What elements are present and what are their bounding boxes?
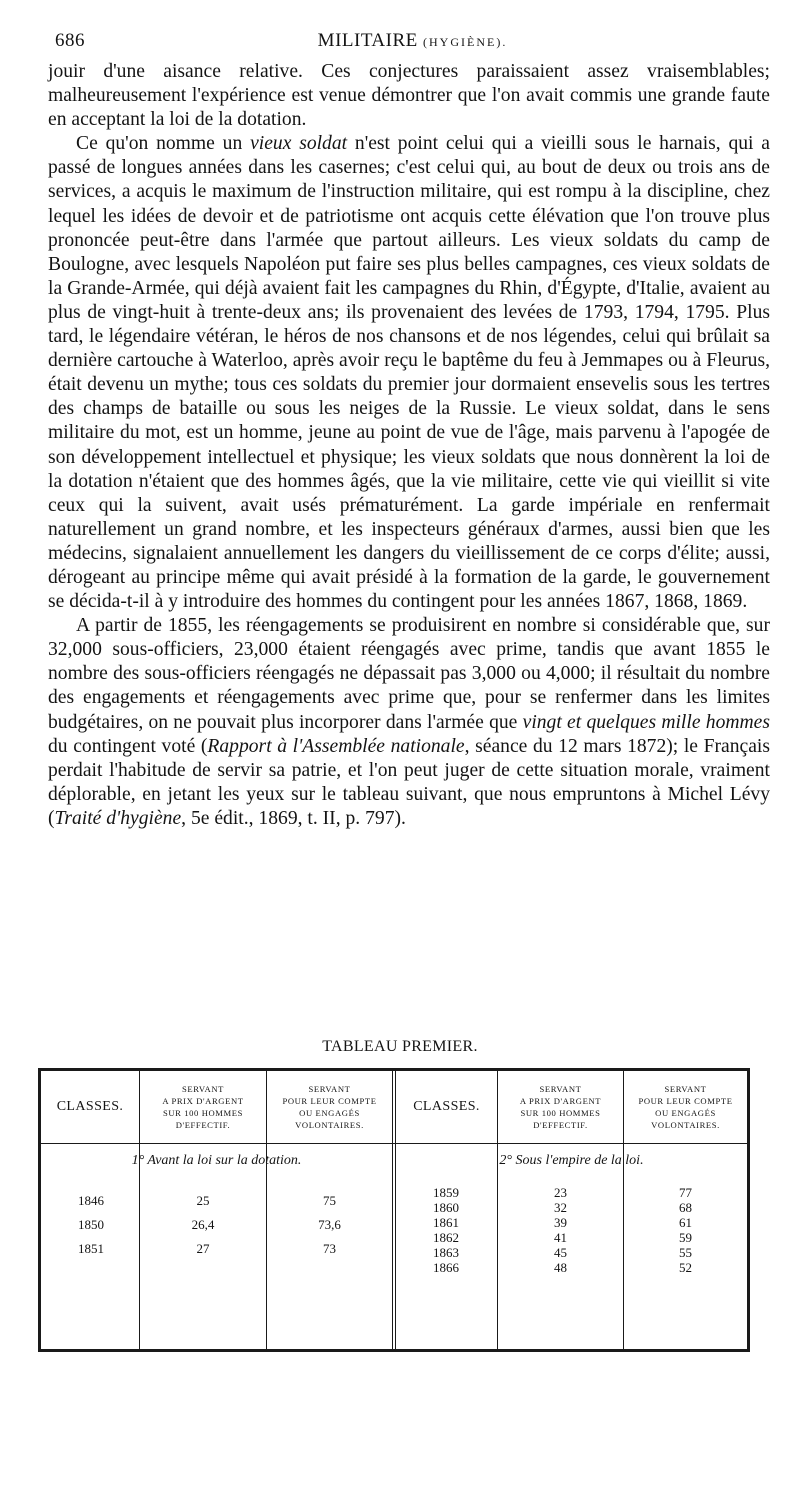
own-cell: 73,6 bbox=[318, 1217, 341, 1232]
year-cell: 1863 bbox=[433, 1245, 459, 1260]
header-line: SERVANT bbox=[539, 1084, 582, 1094]
paid-cell: 45 bbox=[554, 1245, 567, 1260]
paid-cell: 27 bbox=[196, 1241, 210, 1256]
paid-cell: 48 bbox=[554, 1260, 567, 1275]
own-cell: 52 bbox=[679, 1260, 692, 1275]
header-paid-right bbox=[498, 1071, 623, 1143]
year-cell: 1862 bbox=[433, 1230, 459, 1245]
header-line: A PRIX D'ARGENT bbox=[519, 1096, 602, 1106]
text-run: jouir d'une aisance relative. Ces conjectures paraissaient assez vraisemblables; malheureusement l'expérience est venue démontrer que l'on avait commis une grande faute en acceptant la loi de la dotation. bbox=[48, 61, 770, 131]
paid-cell: 41 bbox=[554, 1230, 567, 1245]
year-cell: 1850 bbox=[78, 1217, 104, 1232]
header-line: POUR LEUR COMPTE bbox=[638, 1096, 733, 1106]
paid-cell: 25 bbox=[196, 1193, 210, 1208]
running-title bbox=[55, 30, 770, 52]
own-cell: 73 bbox=[323, 1241, 336, 1256]
page-number: 686 bbox=[55, 30, 85, 51]
year-cell: 1859 bbox=[433, 1185, 459, 1200]
year-cell: 1846 bbox=[78, 1193, 104, 1208]
text-run: , séance du 12 mars 1872); le Français perdait l'habitude de servir sa patrie, et l'on peut juger de cette situation morale, vraiment déplorable, en jetant les yeux sur le tableau suivant, que nous empruntons à Michel Lévy ( bbox=[48, 735, 770, 829]
header-line: SERVANT bbox=[181, 1084, 225, 1094]
text-run: A partir de 1855, les réengagements se produisirent en nombre si considérable que, sur 32,000 sous-officiers, 23,000 étaient réengagés avec prime, tandis que avant 1855 le nombre des sous-officiers réengagés ne dépassait pas 3,000 ou 4,000; il résultait du nombre des engagements et réengagements avec prime que, pour se renfermer dans les limites budgétaires, on ne pouvait plus incorporer dans l'armée que bbox=[48, 615, 770, 733]
own-cell: 55 bbox=[679, 1245, 692, 1260]
paid-cell: 39 bbox=[554, 1215, 567, 1230]
header-line: VOLONTAIRES. bbox=[295, 1120, 364, 1130]
header-line: SERVANT bbox=[664, 1084, 707, 1094]
header-line: OU ENGAGÉS bbox=[299, 1108, 360, 1118]
header-classes-right: CLASSES. bbox=[413, 1099, 480, 1114]
text-run: n'est point celui qui a vieilli sous le harnais, qui a passé de longues années dans les casernes; c'est celui qui, au bout de deux ou trois ans de services, a acquis le maximum de l'instruction militaire, qui est rompu à la discipline, chez lequel les idées de devoir et de patriotisme ont acquis cette élévation que l'on trouve plus prononcée peut-être dans l'armée que partout ailleurs. Les vieux soldats du camp de Boulogne, avec lesquels Napoléon put faire ses plus belles campagnes, ces vieux soldats de la Grande-Armée, qui déjà avaient fait les campagnes du Rhin, d'Égypte, d'Italie, avaient au plus de vingt-huit à trente-deux ans; ils provenaient des levées de 1793, 1794, 1795. Plus tard, le légendaire vétéran, le héros de nos chansons et de nos légendes, celui qui brûlait sa dernière cartouche à Waterloo, après avoir reçu le baptême du feu à Jemmapes ou à Fleurus, était devenu un mythe; tous ces soldats du premier jour dormaient ensevelis sous les tertres des champs de bataille ou sous les neiges de la Russie. Le vieux soldat, dans le sens militaire du mot, est un homme, jeune au point de vue de l'âge, mais parvenu à l'apogée de son développement intellectuel et physique; les vieux soldats que nous donnèrent la loi de la dotation n'étaient que des hommes âgés, que la vie militaire, cette vie qui vieillit si vite ceux qui la suivent, avait usés prématurément. La garde impériale en renfermait naturellement un grand nombre, et les inspecteurs généraux d'armes, aussi bien que les médecins, signalaient annuellement les dangers du vieillissement de ce corps d'élite; aussi, dérogeant au principe même qui avait présidé à la formation de la garde, le gouvernement se décida-t-il à y introduire des hommes du contingent pour les années 1867, 1868, 1869. bbox=[48, 133, 771, 613]
text-run: du contingent voté ( bbox=[48, 735, 208, 757]
header-classes-left: CLASSES. bbox=[56, 1099, 124, 1114]
italic-text: vieux soldat bbox=[250, 133, 348, 155]
own-cell: 75 bbox=[323, 1193, 336, 1208]
section-before-law: 1° Avant la loi sur la dotation. bbox=[131, 1153, 302, 1168]
header-line: SUR 100 HOMMES bbox=[520, 1108, 601, 1118]
header-line: SUR 100 HOMMES bbox=[162, 1108, 244, 1118]
text-run: , 5e édit., 1869, t. II, p. 797). bbox=[181, 807, 406, 829]
header-line: POUR LEUR COMPTE bbox=[282, 1096, 377, 1106]
italic-text: Traité d'hygiène bbox=[54, 807, 182, 829]
italic-text: vingt et quelques mille hommes bbox=[522, 711, 770, 733]
header-line: A PRIX D'ARGENT bbox=[162, 1096, 244, 1106]
year-cell: 1861 bbox=[433, 1215, 459, 1230]
year-cell: 1866 bbox=[433, 1260, 459, 1275]
running-head bbox=[55, 30, 770, 60]
own-cell: 77 bbox=[679, 1185, 692, 1200]
header-line: D'EFFECTIF. bbox=[175, 1120, 231, 1130]
header-rule bbox=[41, 1143, 747, 1144]
table-title: TABLEAU PREMIER. bbox=[322, 1038, 478, 1055]
italic-text: Rapport à l'Assemblée nationale bbox=[207, 735, 465, 757]
year-cell: 1860 bbox=[433, 1200, 459, 1215]
header-own-left bbox=[267, 1071, 392, 1143]
header-line: OU ENGAGÉS bbox=[655, 1108, 716, 1118]
running-title-main: MILITAIRE bbox=[317, 30, 418, 51]
paragraph-continuation bbox=[48, 60, 770, 132]
text-run: Ce qu'on nomme un bbox=[76, 133, 251, 155]
header-line: D'EFFECTIF. bbox=[533, 1120, 588, 1130]
statistics-table bbox=[38, 1068, 750, 1352]
own-cell: 59 bbox=[679, 1230, 692, 1245]
section-under-law: 2° Sous l'empire de la loi. bbox=[499, 1153, 644, 1168]
paragraph-reengagements bbox=[48, 614, 770, 831]
header-paid-left bbox=[140, 1071, 266, 1143]
year-cell: 1851 bbox=[78, 1241, 104, 1256]
paid-cell: 32 bbox=[554, 1200, 567, 1215]
running-title-sub: (HYGIÈNE). bbox=[423, 35, 508, 49]
own-cell: 68 bbox=[679, 1200, 692, 1215]
body-text bbox=[48, 60, 770, 831]
own-cell: 61 bbox=[679, 1215, 692, 1230]
paragraph-vieux-soldat bbox=[48, 132, 770, 614]
paid-cell: 26,4 bbox=[191, 1217, 215, 1232]
header-line: VOLONTAIRES. bbox=[651, 1120, 720, 1130]
paid-cell: 23 bbox=[554, 1185, 567, 1200]
header-line: SERVANT bbox=[308, 1084, 351, 1094]
header-own-right bbox=[624, 1071, 747, 1143]
